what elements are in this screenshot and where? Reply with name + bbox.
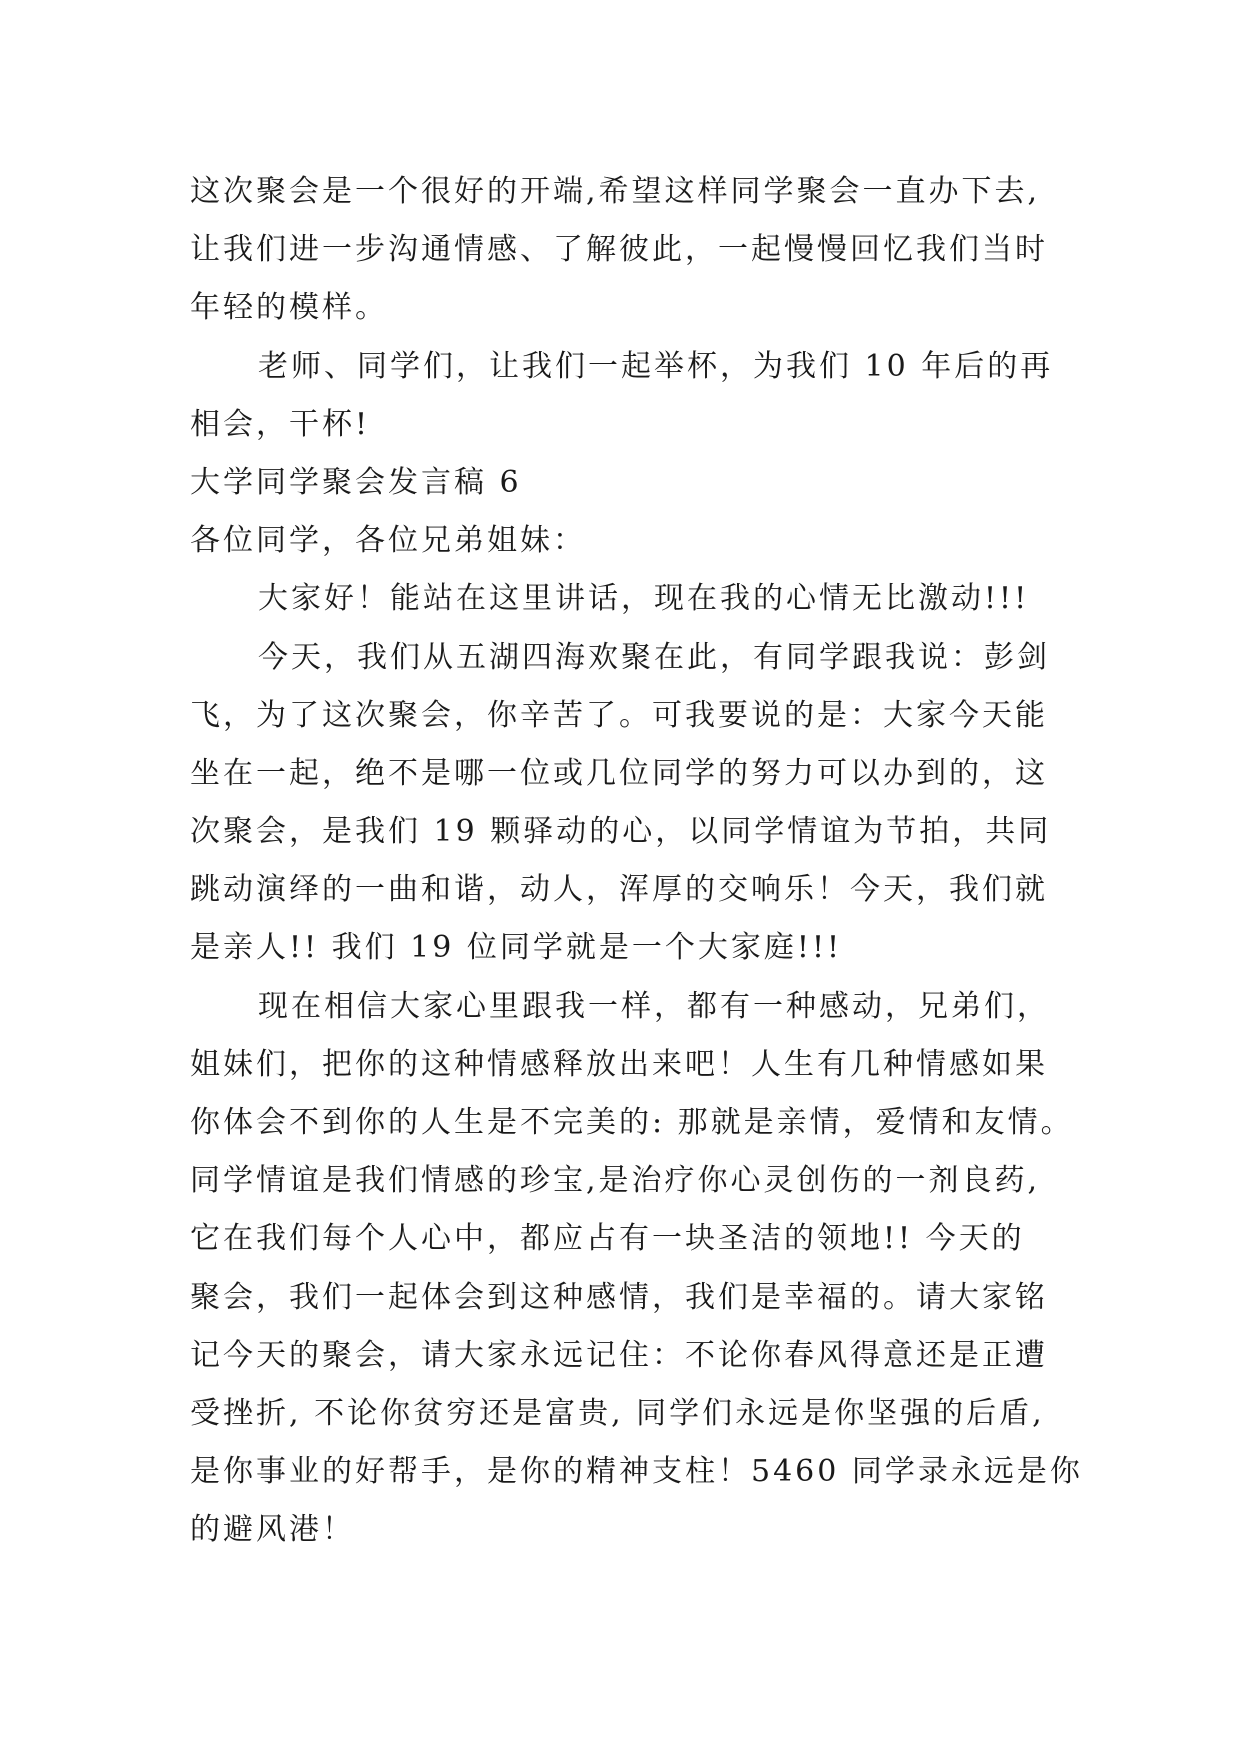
text-line: 是亲人!! 我们 19 位同学就是一个大家庭!!! xyxy=(190,930,843,966)
text-line: 姐妹们，把你的这种情感释放出来吧！人生有几种情感如果 xyxy=(190,1046,1048,1082)
text-line: 大学同学聚会发言稿 6 xyxy=(190,464,522,500)
text-line: 它在我们每个人心中，都应占有一块圣洁的领地!! 今天的 xyxy=(190,1221,1025,1257)
text-line: 各位同学，各位兄弟姐妹： xyxy=(190,523,586,559)
text-line: 受挫折, 不论你贫穷还是富贵, 同学们永远是你坚强的后盾, xyxy=(190,1395,1045,1431)
text-line: 大家好！能站在这里讲话，现在我的心情无比激动!!! xyxy=(258,581,1030,617)
text-line: 跳动演绎的一曲和谐，动人，浑厚的交响乐！今天，我们就 xyxy=(190,872,1048,908)
text-line: 次聚会，是我们 19 颗驿动的心，以同学情谊为节拍，共同 xyxy=(190,814,1052,850)
text-line: 这次聚会是一个很好的开端,希望这样同学聚会一直办下去, xyxy=(190,174,1041,209)
text-line: 老师、同学们，让我们一起举杯，为我们 10 年后的再 xyxy=(258,348,1054,384)
text-line: 同学情谊是我们情感的珍宝,是治疗你心灵创伤的一剂良药, xyxy=(190,1163,1041,1199)
text-line: 你体会不到你的人生是不完美的: 那就是亲情，爱情和友情。 xyxy=(190,1105,1074,1140)
text-line: 今天，我们从五湖四海欢聚在此，有同学跟我说：彭剑 xyxy=(258,639,1050,675)
document-body xyxy=(190,163,1090,1560)
text-line: 的避风港！ xyxy=(190,1512,355,1548)
text-line: 是你事业的好帮手，是你的精神支柱！5460 同学录永远是你 xyxy=(190,1454,1083,1490)
text-line: 年轻的模样。 xyxy=(190,290,388,326)
text-line: 让我们进一步沟通情感、了解彼此，一起慢慢回忆我们当时 xyxy=(190,232,1048,268)
text-line: 聚会，我们一起体会到这种感情，我们是幸福的。请大家铭 xyxy=(190,1279,1048,1315)
text-line: 记今天的聚会，请大家永远记住：不论你春风得意还是正遭 xyxy=(190,1337,1048,1373)
text-line: 坐在一起，绝不是哪一位或几位同学的努力可以办到的，这 xyxy=(190,755,1048,791)
text-line: 飞，为了这次聚会，你辛苦了。可我要说的是：大家今天能 xyxy=(190,697,1048,733)
text-line: 现在相信大家心里跟我一样，都有一种感动，兄弟们， xyxy=(258,988,1050,1024)
text-line: 相会，干杯! xyxy=(190,406,371,442)
